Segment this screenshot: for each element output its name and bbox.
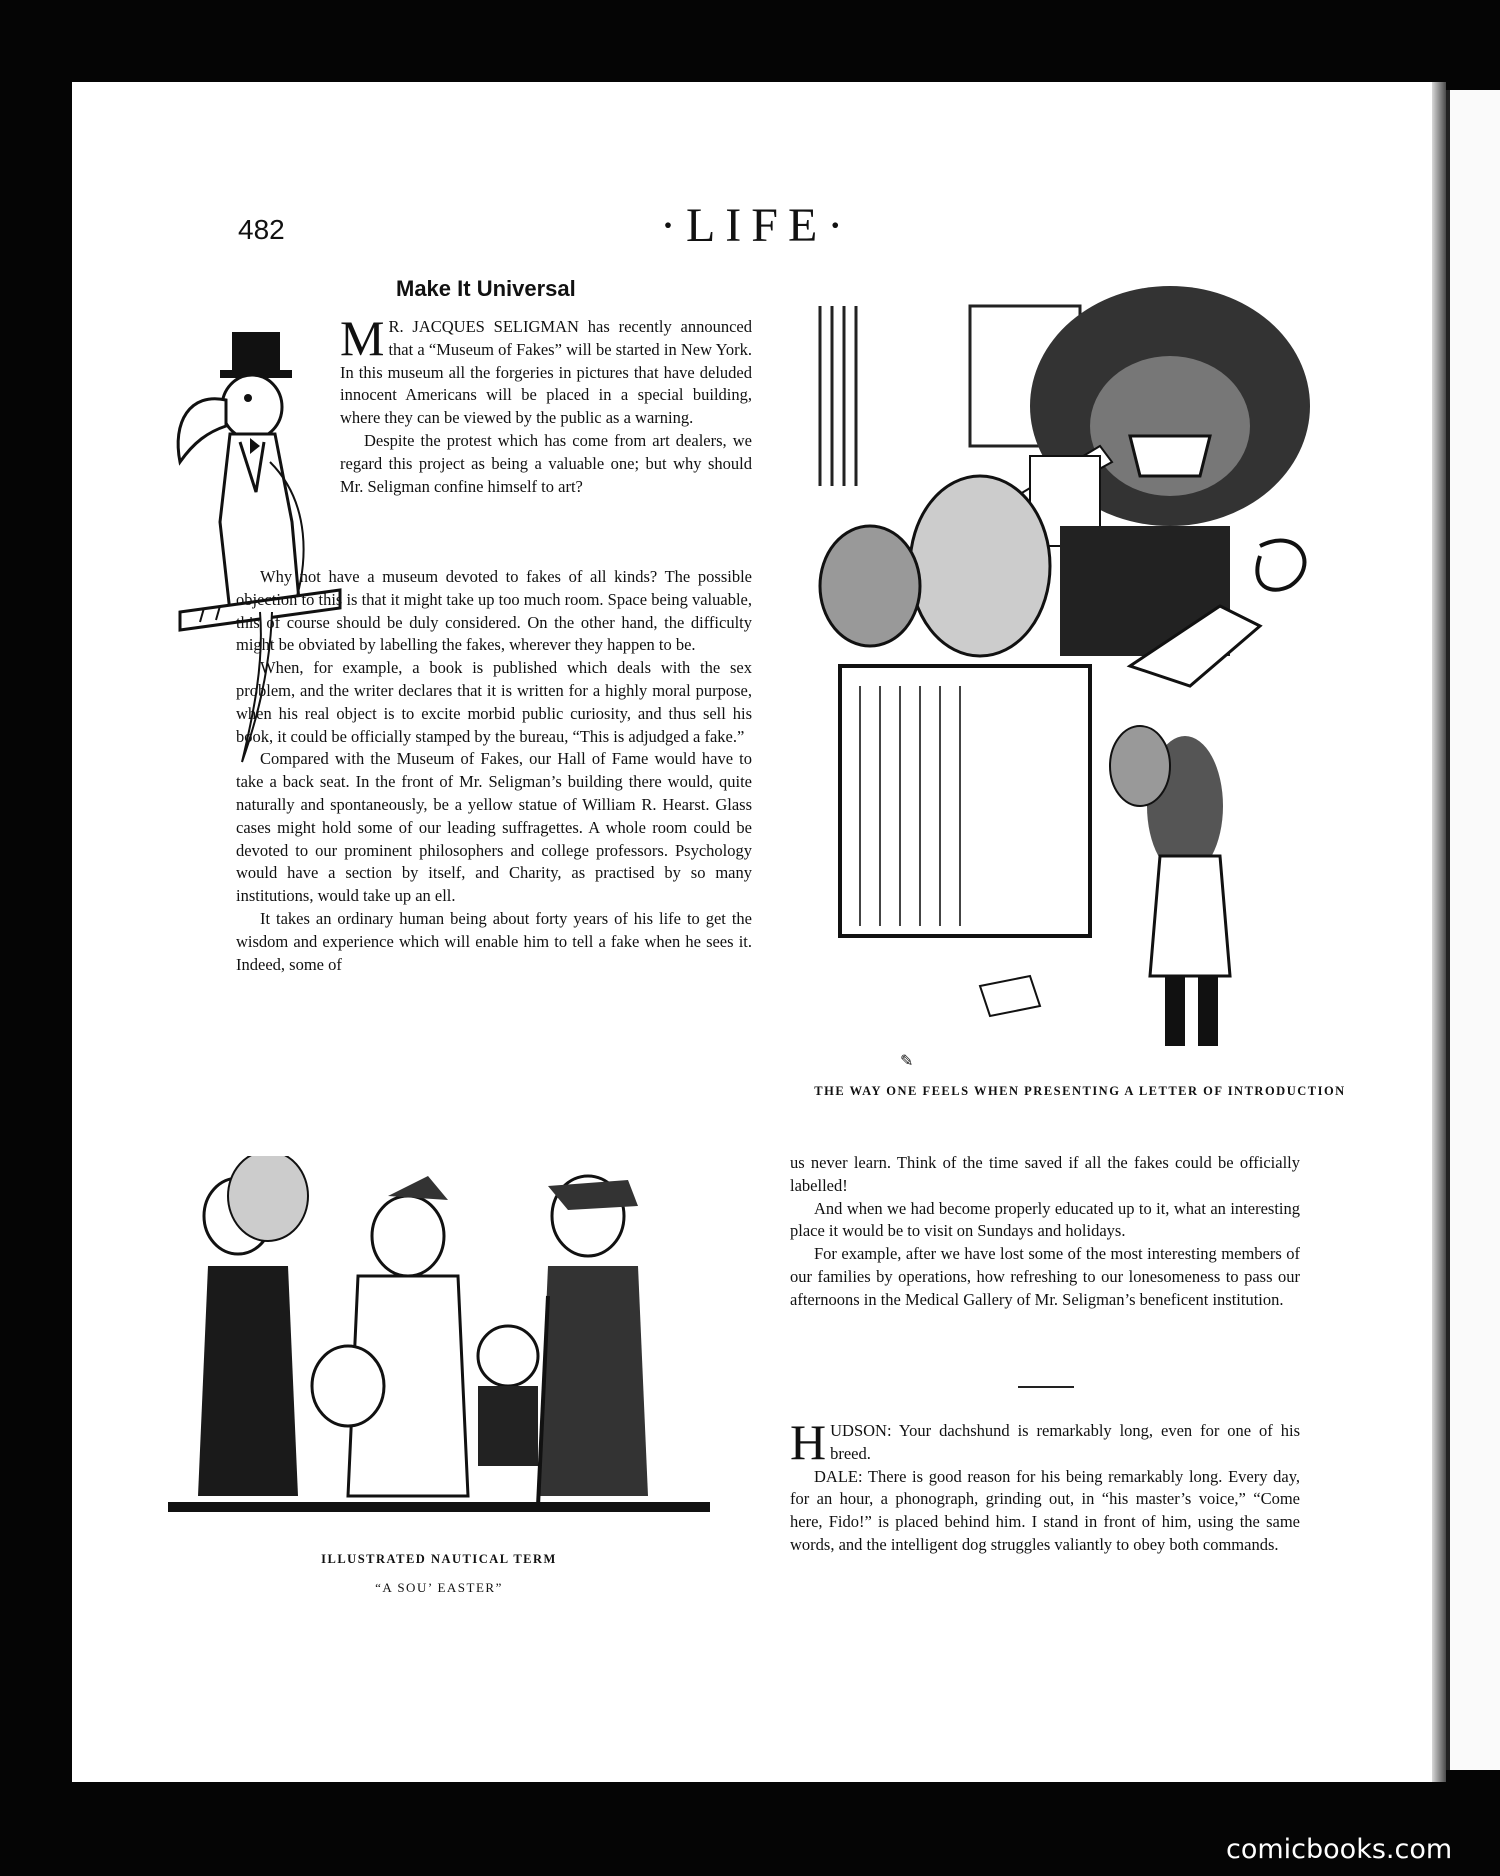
article-dropcap: M [340, 310, 385, 366]
article-paragraph-2: Despite the protest which has come from art dealers, we regard this project as being a valuable one; but why should Mr. Seligman confine himself to art? [340, 430, 752, 496]
article-column-right [790, 1152, 1300, 1312]
article-paragraph-6: It takes an ordinary human being about forty years of his life to get the wisdom and experience which will enable him to tell a fake when he sees it. Indeed, some of [236, 908, 752, 974]
pigs-cartoon-caption: ILLUSTRATED NAUTICAL TERM [321, 1552, 557, 1566]
joke-line-2: DALE: There is good reason for his being remarkably long. Every day, for an hour, a phonograph, grinding out, in “his master’s voice,” “Come here, Fido!” is placed behind him. I stand in front of him, using the same words, and the intelligent dog struggles valiantly to obey both commands. [790, 1466, 1300, 1554]
masthead: ·LIFE· [660, 199, 854, 252]
adjacent-page-edge [1446, 90, 1500, 1770]
article-paragraph-1: R. JACQUES SELIGMAN has recently announced that a “Museum of Fakes” will be started in New York. In this museum all the forgeries in pictures that have deluded innocent Americans will be placed in a special building, where they can be viewed by the public as a warning. [340, 317, 752, 428]
svg-text:✎: ✎ [900, 1053, 914, 1070]
article-title: Make It Universal [396, 276, 576, 301]
page-number: 482 [238, 214, 285, 245]
article-paragraph-8: And when we had become properly educated up to it, what an interesting place it would be to visit on Sundays and holidays. [790, 1198, 1300, 1241]
site-watermark: comicbooks.com [1226, 1834, 1453, 1865]
lion-cartoon [800, 286, 1370, 1076]
pigs-cartoon [168, 1156, 710, 1532]
joke-block [790, 1414, 1300, 1557]
lion-cartoon-caption: THE WAY ONE FEELS WHEN PRESENTING A LETTER OF INTRODUCTION [814, 1084, 1346, 1098]
article-column-left-lower [236, 566, 752, 976]
page-gutter-shadow [1432, 82, 1446, 1782]
joke-dropcap: H [790, 1414, 827, 1470]
pigs-cartoon-subcaption: “A SOU’ EASTER” [375, 1580, 503, 1595]
joke-line-1: UDSON: Your dachshund is remarkably long, even for one of his breed. [830, 1421, 1300, 1463]
article-paragraph-5: Compared with the Museum of Fakes, our Hall of Fame would have to take a back seat. In the front of Mr. Seligman’s building there would, quite naturally and spontaneously, be a yellow statue of William R. Hearst. Glass cases might hold some of our leading suffragettes. A whole room could be devoted to our prominent philosophers and college professors. Psychology would have a section by itself, and Charity, as practised by so many institutions, would take up an ell. [236, 749, 752, 906]
section-divider [1018, 1386, 1074, 1388]
article-paragraph-7: us never learn. Think of the time saved if all the fakes could be officially labelled! [790, 1153, 1300, 1195]
article-paragraph-3: Why not have a museum devoted to fakes of all kinds? The possible objection to this is that it might take up too much room. Space being valuable, this of course should be duly considered. On the other hand, the difficulty might be obviated by labelling the fakes, wherever they happen to be. [236, 567, 752, 655]
article-paragraph-9: For example, after we have lost some of the most interesting members of our families by operations, how refreshing to our lonesomeness to pass our afternoons in the Medical Gallery of Mr. Seligman’s beneficent institution. [790, 1244, 1300, 1309]
article-paragraph-4: When, for example, a book is published which deals with the sex problem, and the writer declares that it is written for a highly moral purpose, when his real object is to excite morbid public curiosity, and thus sell his book, it could be officially stamped by the bureau, “This is adjudged a fake.” [236, 658, 752, 746]
article-column-left [340, 310, 752, 498]
